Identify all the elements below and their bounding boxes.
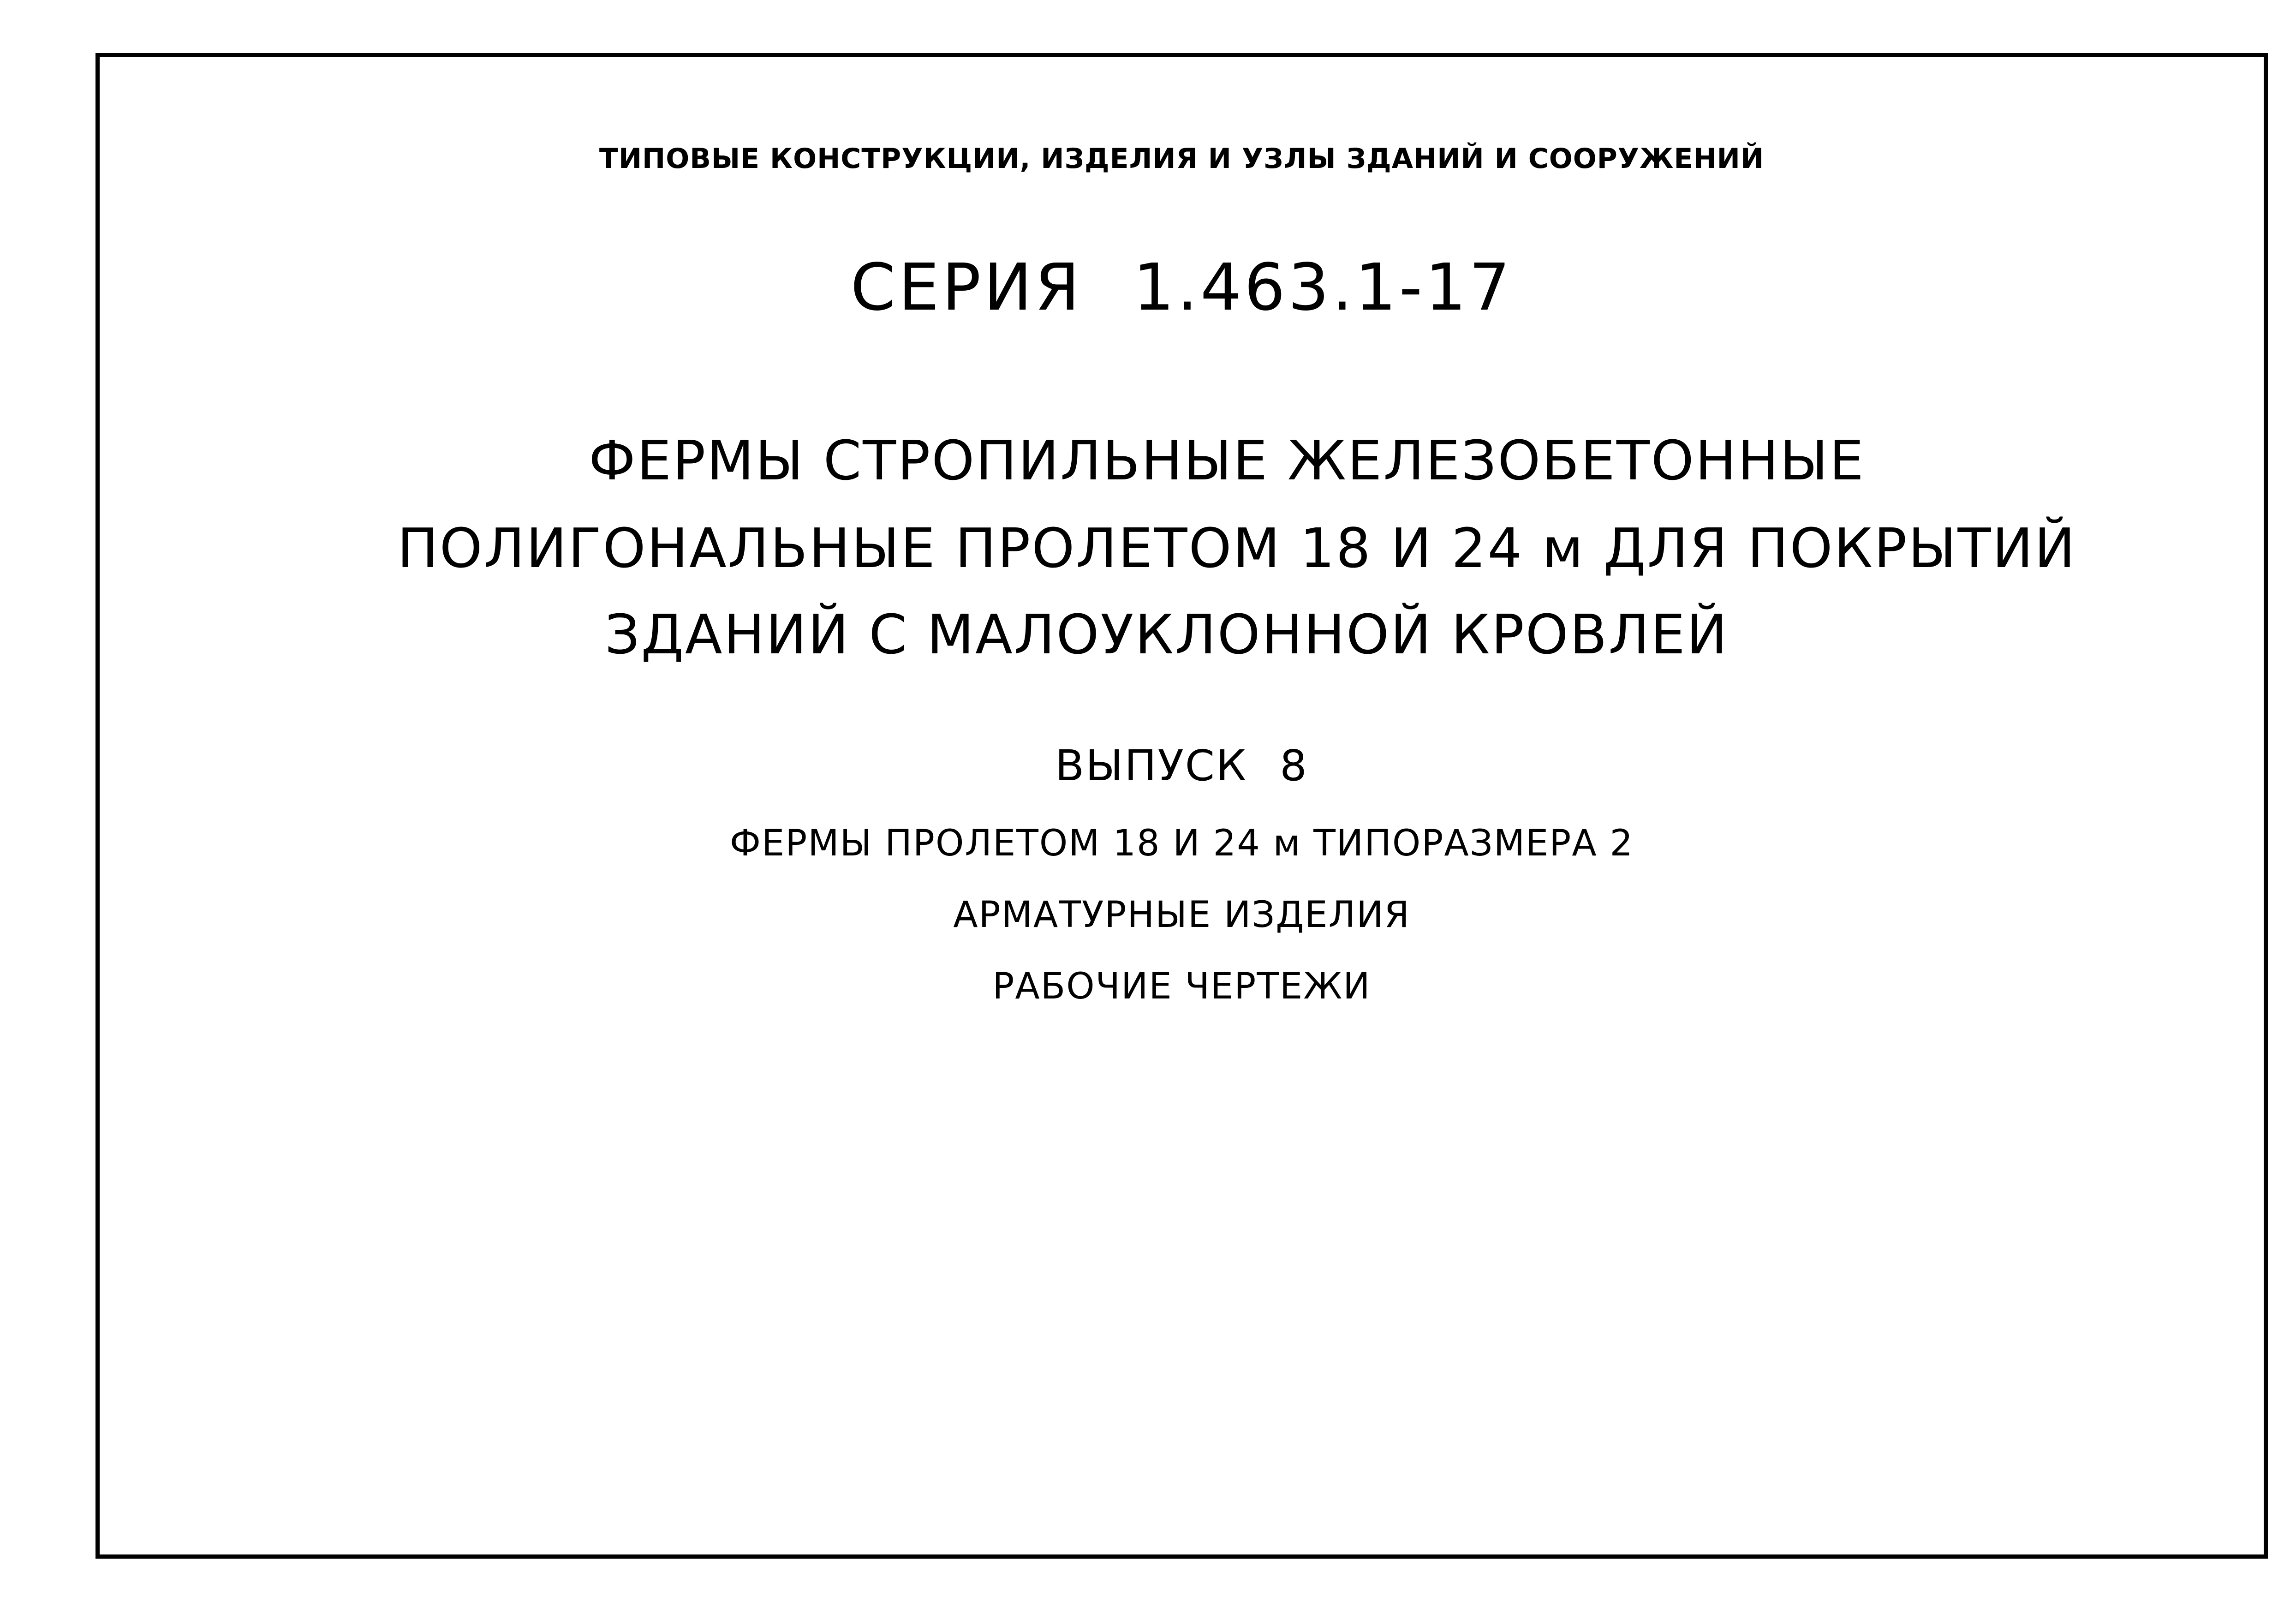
document-title-line-3: ЗДАНИЙ С МАЛОУКЛОННОЙ КРОВЛЕЙ	[605, 603, 1729, 666]
document-title-line-2: ПОЛИГОНАЛЬНЫЕ ПРОЛЕТОМ 18 И 24 м ДЛЯ ПОКРЫТИЙ	[397, 516, 2077, 580]
umbrella-title: ТИПОВЫЕ КОНСТРУКЦИИ, ИЗДЕЛИЯ И УЗЛЫ ЗДАНИЙ И СООРУЖЕНИЙ	[599, 143, 1765, 175]
issue-subtitle-1: ФЕРМЫ ПРОЛЕТОМ 18 И 24 м ТИПОРАЗМЕРА 2	[729, 823, 1634, 864]
series-heading	[100, 250, 2264, 325]
issue-heading	[100, 741, 2264, 790]
document-title-line-1: ФЕРМЫ СТРОПИЛЬНЫЕ ЖЕЛЕЗОБЕТОННЫЕ	[589, 429, 1865, 492]
issue-subtitle-2: АРМАТУРНЫЕ ИЗДЕЛИЯ	[953, 894, 1410, 936]
series-label: СЕРИЯ	[850, 250, 1083, 325]
issue-number: 8	[1280, 741, 1308, 790]
series-number: 1.463.1-17	[1133, 250, 1513, 325]
sheet-frame	[95, 53, 2268, 1559]
issue-subtitle-3: РАБОЧИЕ ЧЕРТЕЖИ	[992, 966, 1371, 1007]
issue-label: ВЫПУСК	[1055, 741, 1248, 790]
